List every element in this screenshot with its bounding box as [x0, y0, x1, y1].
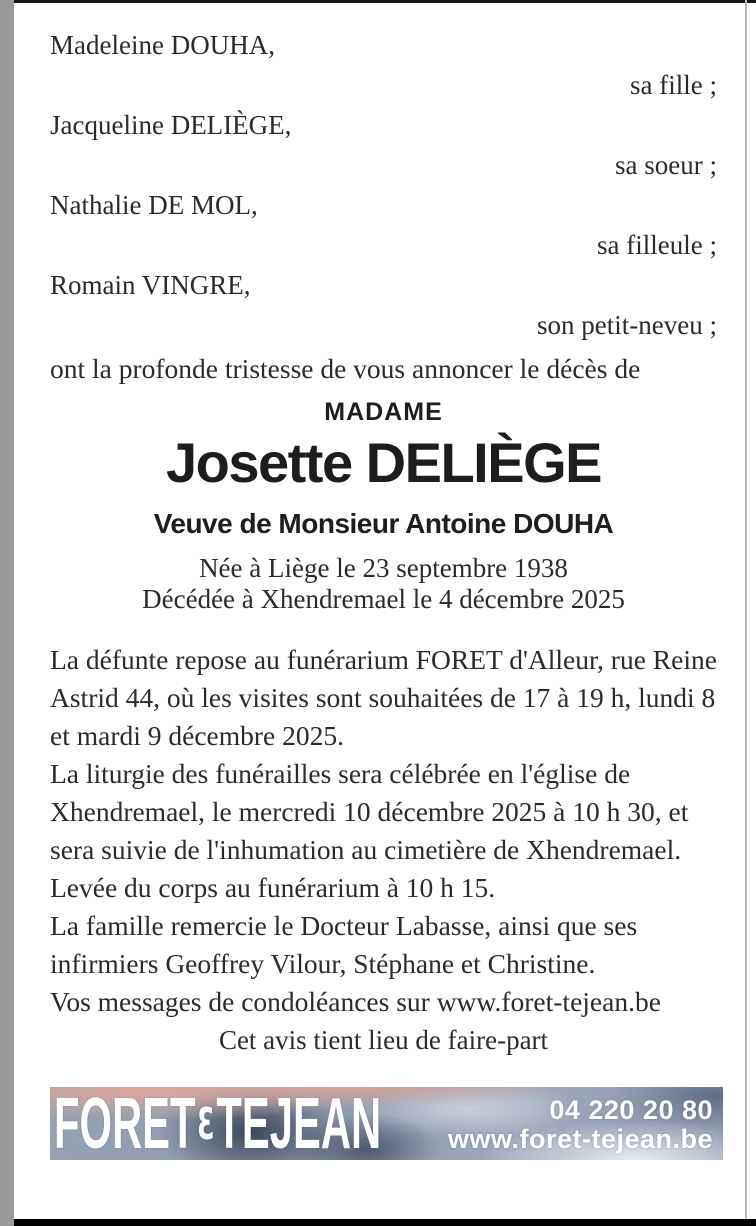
logo-text-right: TEJEAN: [216, 1084, 382, 1164]
ampersand-glyph: Ɛ: [197, 1100, 215, 1150]
title-prefix: MADAME: [324, 398, 443, 426]
mourner-relation: sa soeur ;: [615, 150, 717, 180]
deceased-name: Josette DELIÈGE: [166, 431, 601, 494]
mourner-name: Nathalie DE MOL,: [50, 190, 258, 220]
bottom-border-line: [14, 1219, 756, 1226]
announcement-line: ont la profonde tristesse de vous annoncer le décès de: [50, 353, 641, 384]
website-url: www.foret-tejean.be: [447, 1123, 713, 1154]
mourner-name: Jacqueline DELIÈGE,: [50, 110, 292, 140]
mourners-list: [50, 25, 717, 345]
obituary-card: [14, 3, 746, 1164]
funeral-home-banner[interactable]: [50, 1084, 723, 1164]
phone-number: 04 220 20 80: [549, 1094, 713, 1125]
mourner-relation: son petit-neveu ;: [537, 310, 717, 340]
body-paragraph: Vos messages de condoléances sur www.foret-tejean.be: [50, 986, 661, 1017]
mourner-name: Romain VINGRE,: [50, 270, 251, 300]
birth-death-dates: [50, 553, 717, 615]
funeral-home-contact: [448, 1096, 713, 1154]
body-paragraph: Levée du corps au funérarium à 10 h 15.: [50, 872, 496, 903]
body-paragraph: La liturgie des funérailles sera célébrée en l'église de Xhendremael, le mercredi 10 décembre 2025 à 10 h 30, et sera suivie de l'inhumation au cimetière de Xhendremael.: [50, 758, 689, 865]
logo-text-left: FORET: [54, 1084, 196, 1164]
funeral-home-logo: [54, 1084, 389, 1164]
notice-body: [50, 641, 717, 1021]
death-line: Décédée à Xhendremael le 4 décembre 2025: [142, 584, 625, 614]
mourner-name: Madeleine DOUHA,: [50, 30, 275, 60]
body-paragraph: La défunte repose au funérarium FORET d'Alleur, rue Reine Astrid 44, où les visites sont souhaitées de 17 à 19 h, lundi 8 et mardi 9 décembre 2025.: [50, 644, 717, 751]
left-gutter: [0, 0, 14, 1226]
mourner-relation: sa fille ;: [630, 70, 717, 100]
widow-line: Veuve de Monsieur Antoine DOUHA: [153, 508, 614, 539]
mourner-relation: sa filleule ;: [597, 230, 717, 260]
closing-line: Cet avis tient lieu de faire-part: [218, 1025, 549, 1055]
body-paragraph: La famille remercie le Docteur Labasse, ainsi que ses infirmiers Geoffrey Vilour, Stéphane et Christine.: [50, 910, 638, 979]
birth-line: Née à Liège le 23 septembre 1938: [199, 553, 568, 583]
